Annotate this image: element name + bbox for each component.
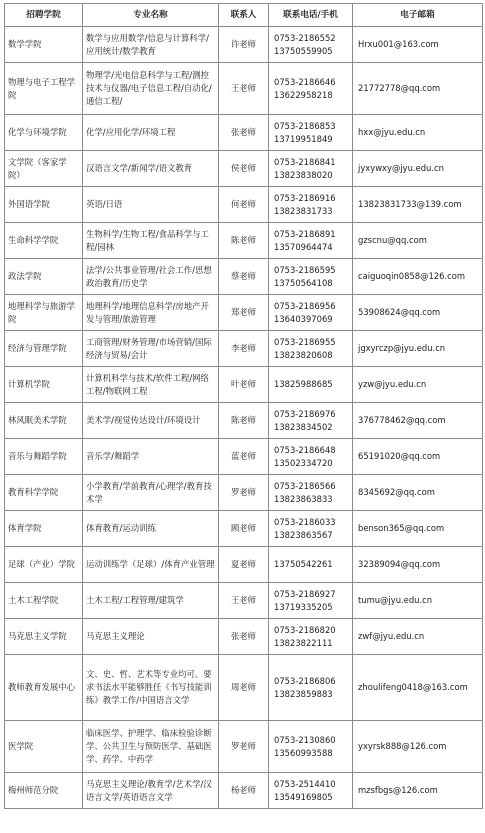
phone-line: 13825988685 [274,379,333,389]
contact-cell: 叶老师 [219,367,269,403]
phone-line: 0753-2186033 [274,516,336,527]
phone-line: 0753-2186566 [274,480,336,491]
major-cell: 数学与应用数学/信息与计算科学/应用统计/数学教育 [83,27,219,63]
major-cell: 生物科学/生物工程/食品科学与工程/园林 [83,223,219,259]
phone-line: 0753-2186820 [274,624,336,635]
table-row [5,511,483,547]
header-college: 招聘学院 [5,4,83,27]
college-cell: 物理与电子工程学院 [5,63,83,115]
college-cell: 政法学院 [5,259,83,295]
mobile-line: 13750559905 [274,45,333,56]
mobile-line: 13502334720 [274,457,333,468]
phone-line: 0753-2186595 [274,264,336,275]
table-row [5,655,483,721]
major-cell: 汉语言文学/新闻学/语文教育 [83,151,219,187]
table-row [5,223,483,259]
major-cell: 工商管理/财务管理/市场营销/国际经济与贸易/会计 [83,331,219,367]
major-cell: 化学/应用化学/环境工程 [83,115,219,151]
contact-cell: 侯老师 [219,151,269,187]
phone-line: 0753-2186976 [274,408,336,419]
major-cell: 体育教育/运动训练 [83,511,219,547]
table-row [5,403,483,439]
table-row [5,721,483,773]
major-cell: 马克思主义理论 [83,619,219,655]
email-cell: mzsfbgs@126.com [353,773,483,809]
table-row [5,259,483,295]
contact-cell: 李老师 [219,331,269,367]
contact-cell: 王老师 [219,63,269,115]
contact-cell: 罗老师 [219,721,269,773]
contact-cell: 夏老师 [219,547,269,583]
table-body [5,27,483,809]
college-cell: 教育科学学院 [5,475,83,511]
phone-cell [269,619,353,655]
major-cell: 土木工程/工程管理/建筑学 [83,583,219,619]
college-cell: 计算机学院 [5,367,83,403]
table-row [5,439,483,475]
phone-line: 0753-2186646 [274,76,336,87]
phone-cell [269,403,353,439]
major-cell: 法学/公共事业管理/社会工作/思想政治教育/历史学 [83,259,219,295]
phone-cell [269,115,353,151]
phone-cell [269,151,353,187]
phone-line: 0753-2186955 [274,336,336,347]
contact-cell: 郑老师 [219,295,269,331]
recruitment-table [4,3,483,809]
phone-line: 0753-2130860 [274,734,336,745]
major-cell: 文、史、哲、艺术等专业均可。要求书法水平能够胜任《书写技能训练》教学工作/中国语言文学 [83,655,219,721]
phone-cell [269,655,353,721]
phone-cell [269,223,353,259]
phone-cell [269,259,353,295]
college-cell: 生命科学学院 [5,223,83,259]
phone-line: 0753-2186806 [274,675,336,686]
email-cell: 13823831733@139.com [353,187,483,223]
contact-cell: 蔡老师 [219,259,269,295]
college-cell: 土木工程学院 [5,583,83,619]
table-row [5,331,483,367]
header-major: 专业名称 [83,4,219,27]
college-cell: 地理科学与旅游学院 [5,295,83,331]
college-cell: 音乐与舞蹈学院 [5,439,83,475]
college-cell: 外国语学院 [5,187,83,223]
mobile-line: 13823831733 [274,205,333,216]
phone-cell [269,367,353,403]
mobile-line: 13823822111 [274,637,333,648]
email-cell: 21772778@qq.com [353,63,483,115]
contact-cell: 顾老师 [219,511,269,547]
mobile-line: 13823863567 [274,529,333,540]
contact-cell: 许老师 [219,27,269,63]
email-cell: zwf@jyu.edu.cn [353,619,483,655]
email-cell: 8345692@qq.com [353,475,483,511]
phone-line: 0753-2186891 [274,228,336,239]
college-cell: 梅州师范分院 [5,773,83,809]
email-cell: yzw@jyu.edu.cn [353,367,483,403]
contact-cell: 何老师 [219,187,269,223]
phone-cell [269,331,353,367]
phone-line: 0753-2186648 [274,444,336,455]
table-row [5,63,483,115]
email-cell: Hrxu001@163.com [353,27,483,63]
table-row [5,27,483,63]
major-cell: 物理学/光电信息科学与工程/测控技术与仪器/电子信息工程/自动化/通信工程/ [83,63,219,115]
college-cell: 数学学院 [5,27,83,63]
phone-cell [269,583,353,619]
mobile-line: 13640397069 [274,313,333,324]
major-cell: 小学教育/学前教育/心理学/教育技术学 [83,475,219,511]
contact-cell: 陈老师 [219,223,269,259]
major-cell: 英语/日语 [83,187,219,223]
major-cell: 马克思主义理论/教育学/艺术学/汉语言文学/英语语言文学 [83,773,219,809]
contact-cell: 罗老师 [219,475,269,511]
email-cell: benson365@qq.com [353,511,483,547]
contact-cell: 蓝老师 [219,439,269,475]
table-row [5,151,483,187]
phone-cell [269,295,353,331]
header-email: 电子邮箱 [353,4,483,27]
college-cell: 化学与环境学院 [5,115,83,151]
contact-cell: 王老师 [219,583,269,619]
table-header-row [5,4,483,27]
phone-cell [269,63,353,115]
major-cell: 运动训练学（足球）/体育产业管理 [83,547,219,583]
table-row [5,295,483,331]
table-row [5,773,483,809]
major-cell: 地理科学/地理信息科学/房地产开发与管理/旅游管理 [83,295,219,331]
college-cell: 经济与管理学院 [5,331,83,367]
email-cell: zhoulifeng0418@163.com [353,655,483,721]
contact-cell: 杨老师 [219,773,269,809]
email-cell: 32389094@qq.com [353,547,483,583]
contact-cell: 张老师 [219,115,269,151]
college-cell: 医学院 [5,721,83,773]
mobile-line: 13560993588 [274,747,333,758]
phone-line: 0753-2186853 [274,120,336,131]
table-row [5,619,483,655]
table-row [5,367,483,403]
email-cell: 53908624@qq.com [353,295,483,331]
mobile-line: 13750564108 [274,277,333,288]
table-row [5,583,483,619]
mobile-line: 13719951849 [274,133,333,144]
email-cell: 65191020@qq.com [353,439,483,475]
email-cell: yxyrsk888@126.com [353,721,483,773]
phone-cell [269,773,353,809]
phone-line: 0753-2186841 [274,156,336,167]
email-cell: jyxywxy@jyu.edu.cn [353,151,483,187]
mobile-line: 13719335205 [274,601,333,612]
email-cell: tumu@jyu.edu.cn [353,583,483,619]
phone-cell [269,27,353,63]
college-cell: 教师教育发展中心 [5,655,83,721]
major-cell: 美术学/视觉传达设计/环境设计 [83,403,219,439]
college-cell: 文学院（客家学院） [5,151,83,187]
phone-cell [269,475,353,511]
email-cell: hxx@jyu.edu.cn [353,115,483,151]
table-row [5,475,483,511]
mobile-line: 13823859883 [274,688,333,699]
mobile-line: 13549169805 [274,791,333,802]
phone-cell [269,721,353,773]
mobile-line: 13622958218 [274,89,333,100]
phone-line: 0753-2186552 [274,32,336,43]
phone-cell [269,187,353,223]
mobile-line: 13570964474 [274,241,333,252]
phone-line: 0753-2186956 [274,300,336,311]
email-cell: 376778462@qq.com [353,403,483,439]
mobile-line: 13823863833 [274,493,333,504]
mobile-line: 13823820608 [274,349,333,360]
contact-cell: 陈老师 [219,403,269,439]
phone-line: 0753-2186927 [274,588,336,599]
contact-cell: 张老师 [219,619,269,655]
mobile-line: 13823838020 [274,169,333,180]
college-cell: 林风眠美术学院 [5,403,83,439]
email-cell: gzscnu@qq.com [353,223,483,259]
phone-cell [269,439,353,475]
email-cell: jgxyrczp@jyu.edu.cn [353,331,483,367]
major-cell: 临床医学、护理学、临床检验诊断学、公共卫生与预防医学、基础医学、药学、中药学 [83,721,219,773]
header-contact: 联系人 [219,4,269,27]
table-row [5,547,483,583]
phone-cell [269,547,353,583]
phone-cell [269,511,353,547]
major-cell: 计算机科学与技术/软件工程/网络工程/物联网工程 [83,367,219,403]
mobile-line: 13823834502 [274,421,333,432]
table-row [5,115,483,151]
college-cell: 马克思主义学院 [5,619,83,655]
major-cell: 音乐学/舞蹈学 [83,439,219,475]
contact-cell: 周老师 [219,655,269,721]
header-phone: 联系电话/手机 [269,4,353,27]
table-row [5,187,483,223]
college-cell: 体育学院 [5,511,83,547]
phone-line: 0753-2186916 [274,192,336,203]
phone-line: 13750542261 [274,559,333,569]
phone-line: 0753-2514410 [274,778,336,789]
email-cell: caiguoqin0858@126.com [353,259,483,295]
college-cell: 足球（产业）学院 [5,547,83,583]
